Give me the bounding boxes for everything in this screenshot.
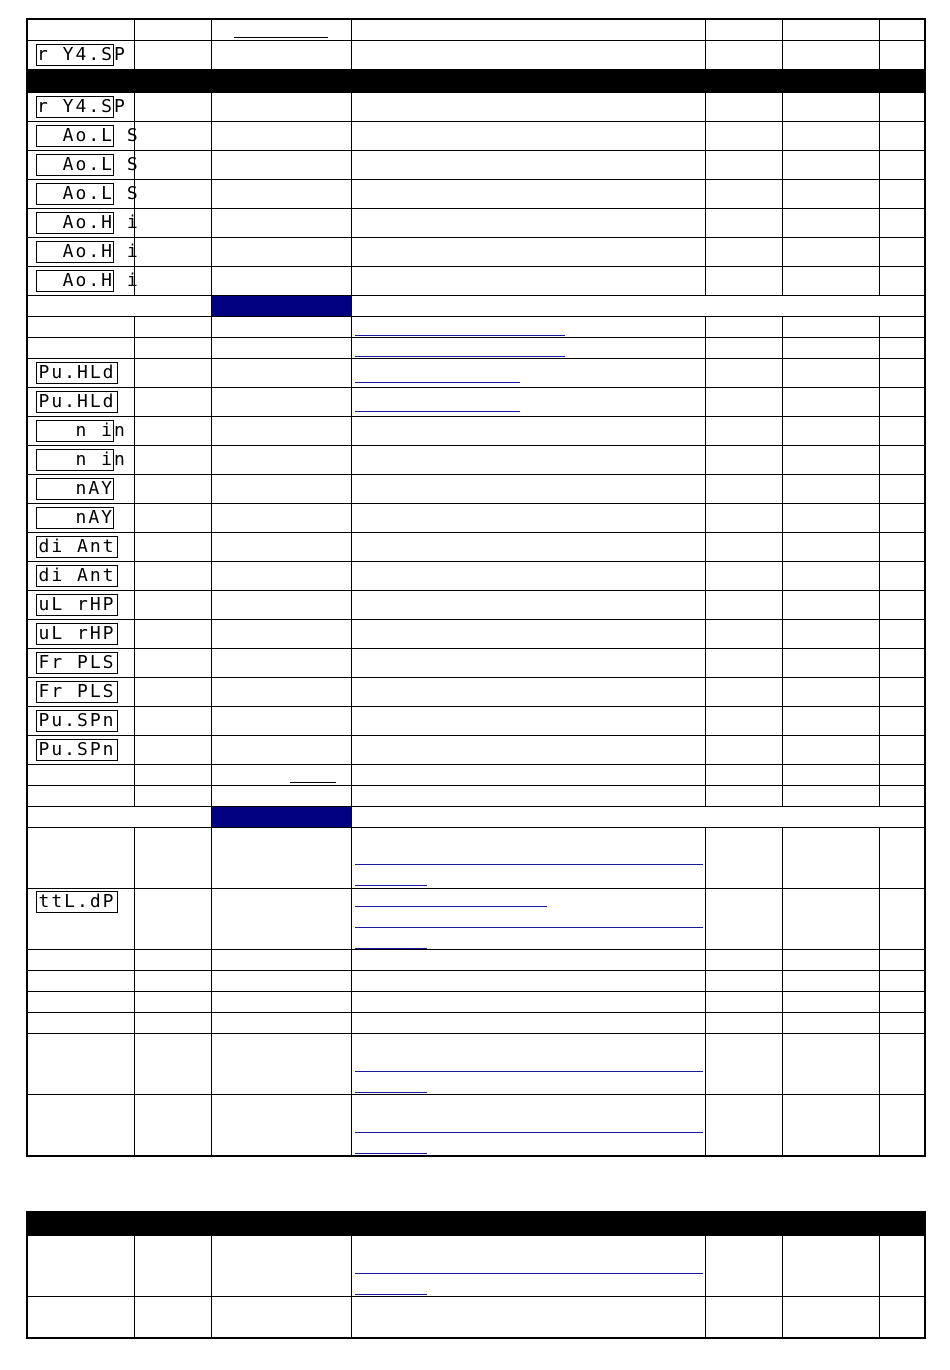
- lcd-code: Ao.L S: [37, 154, 140, 175]
- table-cell: [27, 504, 134, 533]
- parameter-table: [26, 18, 926, 1157]
- table-cell: [27, 446, 134, 475]
- table-row: [27, 93, 925, 122]
- table-cell: [211, 765, 351, 786]
- header-cell: [351, 1212, 705, 1236]
- header-cell: [211, 70, 351, 93]
- section-heading-fill: [211, 807, 351, 828]
- table-row: [27, 180, 925, 209]
- table-row: [27, 1236, 925, 1297]
- table-row: [27, 151, 925, 180]
- lcd-code: n in: [37, 449, 127, 470]
- lcd-code: Pu.HLd: [36, 362, 118, 384]
- lcd-code: Pu.SPn: [36, 739, 118, 761]
- table-cell: [351, 19, 705, 41]
- header-cell: [705, 1212, 782, 1236]
- table-cell: [27, 180, 140, 209]
- table-cell: [27, 591, 134, 620]
- table-cell: [27, 736, 134, 765]
- table-cell: [27, 209, 140, 238]
- link-underline[interactable]: [355, 356, 565, 357]
- lcd-code: Ao.H i: [37, 270, 140, 291]
- table-row: [27, 1013, 925, 1034]
- underline-rule: [290, 782, 336, 783]
- header-cell: [879, 70, 925, 93]
- header-cell: [351, 70, 705, 93]
- link-underline[interactable]: [355, 335, 565, 336]
- link-underline[interactable]: [355, 1092, 427, 1093]
- lcd-code: di Ant: [36, 565, 118, 587]
- table-cell: [27, 41, 134, 70]
- table-row: [27, 19, 925, 41]
- table-cell: [782, 41, 879, 70]
- table-row: [27, 317, 925, 338]
- lcd-code: Ao.H i: [37, 241, 140, 262]
- table-row: [27, 238, 925, 267]
- lcd-code: Ao.L S: [37, 183, 140, 204]
- table-row: [27, 591, 925, 620]
- table-row: [27, 971, 925, 992]
- table-row: [27, 533, 925, 562]
- table-cell: [211, 41, 351, 70]
- link-cell[interactable]: [351, 828, 705, 889]
- table-header-row: [27, 70, 925, 93]
- link-underline[interactable]: [355, 1153, 427, 1154]
- table-cell: [879, 41, 925, 70]
- table-cell: [879, 19, 925, 41]
- link-cell[interactable]: [351, 359, 705, 388]
- lcd-code: ttL.dP: [36, 891, 118, 913]
- section-row: [27, 296, 925, 317]
- link-underline[interactable]: [355, 864, 703, 865]
- table-cell: [27, 889, 134, 950]
- table-cell: [27, 267, 140, 296]
- table-cell: [27, 620, 134, 649]
- header-cell: [134, 1212, 211, 1236]
- table-row: [27, 620, 925, 649]
- table-row: [27, 41, 925, 70]
- header-cell: [27, 1212, 134, 1236]
- table-row: [27, 359, 925, 388]
- table-cell: [134, 41, 211, 70]
- table-row: [27, 1034, 925, 1095]
- table-row: [27, 475, 925, 504]
- table-row: [27, 889, 925, 950]
- table-row: [27, 562, 925, 591]
- table-cell: [27, 678, 134, 707]
- link-underline[interactable]: [355, 1273, 703, 1274]
- table-row: [27, 267, 925, 296]
- table-cell: [782, 19, 879, 41]
- link-cell[interactable]: [351, 338, 705, 359]
- link-underline[interactable]: [355, 1132, 703, 1133]
- section-cell: [351, 296, 925, 317]
- header-cell: [705, 70, 782, 93]
- link-underline[interactable]: [355, 927, 703, 928]
- lcd-code: di Ant: [36, 536, 118, 558]
- table-row: [27, 1095, 925, 1157]
- link-cell[interactable]: [351, 317, 705, 338]
- lcd-code: Fr PLS: [36, 681, 118, 703]
- lcd-code: r Y4.SP: [37, 96, 127, 117]
- section-cell: [27, 807, 211, 828]
- link-cell[interactable]: [351, 1236, 705, 1297]
- table-header-row: [27, 1212, 925, 1236]
- table-row: [27, 417, 925, 446]
- section-heading-fill: [211, 296, 351, 317]
- link-cell[interactable]: [351, 1034, 705, 1095]
- table-cell: [134, 19, 211, 41]
- table-cell: [27, 475, 134, 504]
- header-cell: [27, 70, 134, 93]
- lcd-code: Pu.HLd: [36, 391, 118, 413]
- table-row: [27, 828, 925, 889]
- table-cell: [351, 41, 705, 70]
- table-cell: [705, 41, 782, 70]
- table-row: [27, 765, 925, 786]
- link-cell[interactable]: [351, 388, 705, 417]
- table-cell: [27, 707, 134, 736]
- table-cell: [27, 417, 134, 446]
- link-underline[interactable]: [355, 885, 427, 886]
- table-cell: [27, 238, 140, 267]
- parameter-table-continued: [26, 1211, 926, 1339]
- header-cell: [879, 1212, 925, 1236]
- table-row: [27, 950, 925, 971]
- section-cell: [351, 807, 925, 828]
- table-row: [27, 122, 925, 151]
- table-row: [27, 504, 925, 533]
- lcd-code: Ao.H i: [37, 212, 140, 233]
- table-row: [27, 678, 925, 707]
- section-row: [27, 807, 925, 828]
- link-cell[interactable]: [351, 1095, 705, 1157]
- underline-rule: [234, 37, 328, 38]
- table-row: [27, 209, 925, 238]
- lcd-code: r Y4.SP: [37, 44, 127, 65]
- table-cell: [27, 151, 140, 180]
- lcd-code: nAY: [37, 478, 115, 499]
- lcd-code: n in: [37, 420, 127, 441]
- section-cell: [27, 296, 211, 317]
- lcd-code: uL rHP: [36, 594, 118, 616]
- table-cell: [27, 122, 140, 151]
- lcd-code: nAY: [37, 507, 115, 528]
- table-row: [27, 992, 925, 1013]
- table-cell: [211, 19, 351, 41]
- table-cell: [27, 93, 134, 122]
- table-cell: [705, 19, 782, 41]
- table-row: [27, 338, 925, 359]
- table-row: [27, 786, 925, 807]
- table-row: [27, 707, 925, 736]
- table-row: [27, 1297, 925, 1339]
- table-cell: [27, 359, 134, 388]
- link-underline[interactable]: [355, 1071, 703, 1072]
- table-row: [27, 388, 925, 417]
- header-cell: [134, 70, 211, 93]
- header-cell: [211, 1212, 351, 1236]
- link-underline[interactable]: [355, 382, 520, 383]
- table-cell: [27, 562, 134, 591]
- link-underline[interactable]: [355, 906, 547, 907]
- table-cell: [27, 388, 134, 417]
- lcd-code: uL rHP: [36, 623, 118, 645]
- link-cell[interactable]: [351, 889, 705, 950]
- table-row: [27, 649, 925, 678]
- table-cell: [27, 649, 134, 678]
- header-cell: [782, 1212, 879, 1236]
- link-underline[interactable]: [355, 411, 520, 412]
- table-cell: [27, 19, 134, 41]
- lcd-code: Pu.SPn: [36, 710, 118, 732]
- lcd-code: Fr PLS: [36, 652, 118, 674]
- table-cell: [27, 533, 134, 562]
- header-cell: [782, 70, 879, 93]
- lcd-code: Ao.L S: [37, 125, 140, 146]
- table-row: [27, 446, 925, 475]
- link-underline[interactable]: [355, 1294, 427, 1295]
- table-row: [27, 736, 925, 765]
